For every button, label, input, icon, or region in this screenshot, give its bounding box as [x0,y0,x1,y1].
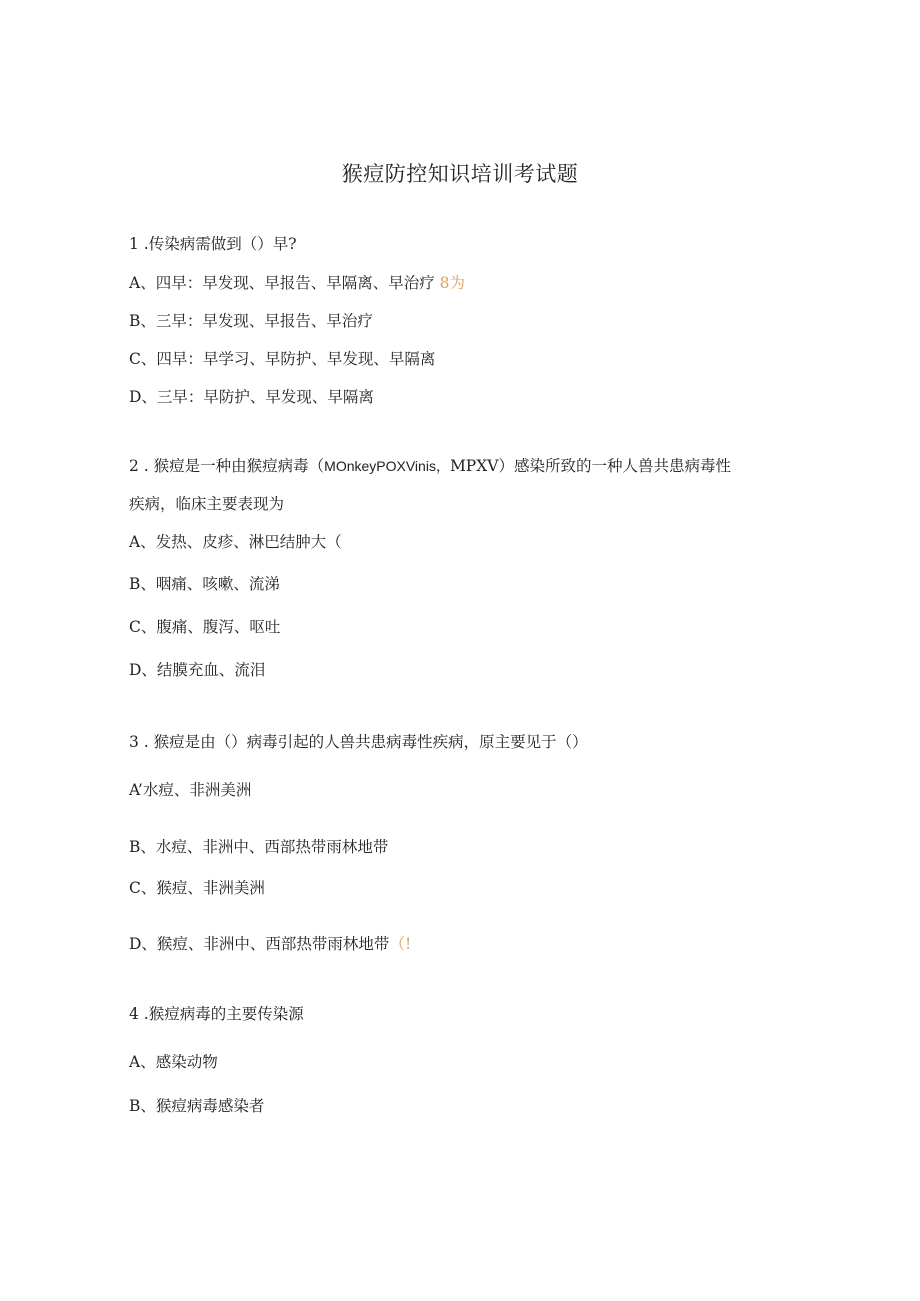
option-text: D、猴痘、非洲中、西部热带雨林地带 [129,935,390,953]
option-text: A、四早：早发现、早报告、早隔离、早治疗 [129,274,435,292]
page-title: 猴痘防控知识培训考试题 [341,162,579,186]
question-1-stem: 1 .传染病需做到（）早? [129,235,297,253]
question-2-option-d: D、结膜充血、流泪 [129,661,266,679]
question-3-option-b: B、水痘、非洲中、西部热带雨林地带 [129,838,389,856]
question-4-option-a: A、感染动物 [129,1053,218,1071]
question-1-option-c: C、四早：早学习、早防护、早发现、早隔离 [129,350,436,368]
question-4-option-b: B、猴痘病毒感染者 [129,1097,265,1115]
question-3-option-c: C、猴痘、非洲美洲 [129,879,265,897]
stem-text: MPXV）感染所致的一种人兽共患病毒性 [449,457,731,475]
question-1-option-b: B、三早：早发现、早报告、早治疗 [129,312,373,330]
question-1-option-d: D、三早：早防护、早发现、早隔离 [129,388,374,406]
question-3-stem: 3 . 猴痘是由（）病毒引起的人兽共患病毒性疾病，原主要见于（） [129,733,588,751]
question-2-option-c: C、腹痛、腹泻、呕吐 [129,618,281,636]
handwritten-mark: 8为 [439,274,466,292]
handwritten-mark: （! [389,935,412,953]
question-2-stem-line-2: 疾病，临床主要表现为 [129,495,285,513]
question-2-option-b: B、咽痛、咳嗽、流涕 [129,575,280,593]
question-1-option-a [129,273,465,293]
question-2-stem-line-1 [129,456,731,476]
question-2-option-a: A、发热、皮疹、淋巴结肿大（ [129,533,342,551]
question-3-option-a: A’水痘、非洲美洲 [129,781,252,799]
question-3-option-d [129,934,411,954]
question-4-stem: 4 .猴痘病毒的主要传染源 [129,1005,304,1023]
stem-text: 2 . 猴痘是一种由猴痘病毒（ [129,457,325,475]
virus-latin-name: MOnkeyPOXVinis， [324,458,450,474]
